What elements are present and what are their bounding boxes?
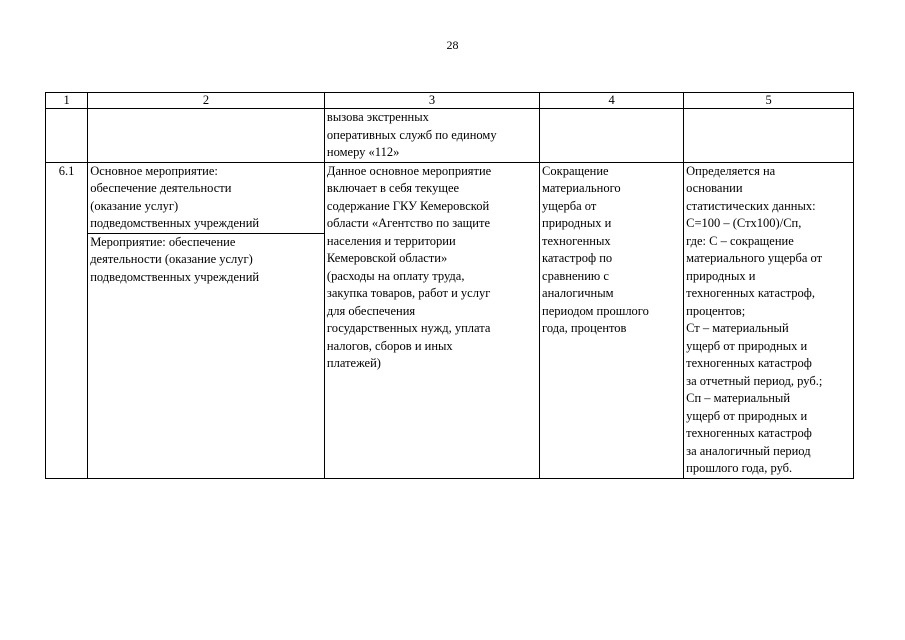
- text-line: прошлого года, руб.: [686, 461, 793, 475]
- program-table: [45, 92, 854, 479]
- text-line: подведомственных учреждений: [90, 269, 260, 284]
- text-line: техногенных катастроф: [686, 356, 812, 370]
- text-line: катастроф по: [542, 251, 613, 265]
- continuation-number-cell: [46, 109, 88, 163]
- text-line: для обеспечения: [326, 303, 416, 318]
- text-line: Кемеровской области»: [326, 251, 448, 265]
- text-line: номеру «112»: [326, 145, 400, 159]
- text-line: природных и: [686, 268, 756, 283]
- text-line: обеспечение деятельности: [90, 181, 232, 195]
- method-cell: [684, 162, 854, 478]
- text-line: закупка товаров, работ и услуг: [326, 286, 491, 300]
- text-line: года, процентов: [542, 321, 627, 335]
- text-line: техногенных: [542, 233, 611, 248]
- text-line: населения и территории: [326, 233, 456, 248]
- text-line: содержание ГКУ Кемеровской: [326, 198, 490, 213]
- text-line: С=100 – (Стх100)/Сп,: [686, 216, 802, 230]
- header-row: [46, 93, 854, 109]
- header-cell-1: 1: [46, 93, 88, 109]
- text-line: основании: [686, 181, 743, 195]
- text-line: периодом прошлого: [542, 303, 649, 318]
- text-line: Сокращение: [542, 163, 609, 178]
- text-line: государственных нужд, уплата: [326, 321, 491, 335]
- indicator-cell: [540, 162, 684, 478]
- row-number: 6.1: [46, 162, 88, 478]
- header-cell-4: 4: [540, 93, 684, 109]
- description-cell: [324, 162, 539, 478]
- text-line: за отчетный период, руб.;: [686, 373, 823, 388]
- continuation-description-cell: [324, 109, 539, 163]
- text-line: (оказание услуг): [90, 198, 179, 213]
- text-line: ущерб от природных и: [686, 408, 808, 423]
- text-line: Сп – материальный: [686, 391, 791, 405]
- text-line: техногенных катастроф,: [686, 286, 815, 300]
- main-event-cell: [88, 162, 325, 233]
- text-line: сравнению с: [542, 268, 609, 283]
- text-line: природных и: [542, 216, 612, 230]
- continuation-method-cell: [684, 109, 854, 163]
- text-line: Определяется на: [686, 163, 776, 178]
- text-line: техногенных катастроф: [686, 426, 812, 440]
- text-line: платежей): [326, 356, 381, 370]
- text-line: области «Агентство по защите: [326, 216, 491, 230]
- text-line: Ст – материальный: [686, 321, 789, 335]
- text-line: Данное основное мероприятие: [326, 163, 492, 178]
- header-cell-3: 3: [324, 93, 539, 109]
- text-line: за аналогичный период: [686, 443, 811, 458]
- text-line: материального ущерба от: [686, 251, 823, 265]
- sub-event-cell: [88, 233, 325, 478]
- text-line: налогов, сборов и иных: [326, 338, 453, 353]
- text-line: Основное мероприятие:: [90, 163, 218, 178]
- text-line: материального: [542, 181, 621, 195]
- text-line: процентов;: [686, 303, 746, 318]
- text-line: аналогичным: [542, 286, 614, 300]
- header-cell-5: 5: [684, 93, 854, 109]
- text-line: Мероприятие: обеспечение: [90, 234, 236, 249]
- row-6-1-main: [46, 162, 854, 233]
- text-line: ущерба от: [542, 198, 597, 213]
- continuation-row: [46, 109, 854, 163]
- text-line: вызова экстренных: [326, 110, 429, 124]
- continuation-indicator-cell: [540, 109, 684, 163]
- text-line: оперативных служб по единому: [326, 127, 497, 142]
- text-line: где: С – сокращение: [686, 233, 794, 248]
- text-line: деятельности (оказание услуг): [90, 252, 253, 266]
- page-number: 28: [446, 38, 459, 52]
- continuation-event-cell: [88, 109, 325, 163]
- text-line: (расходы на оплату труда,: [326, 268, 465, 283]
- text-line: включает в себя текущее: [326, 181, 460, 195]
- header-cell-2: 2: [88, 93, 325, 109]
- text-line: статистических данных:: [686, 198, 816, 213]
- text-line: подведомственных учреждений: [90, 216, 260, 230]
- text-line: ущерб от природных и: [686, 338, 808, 353]
